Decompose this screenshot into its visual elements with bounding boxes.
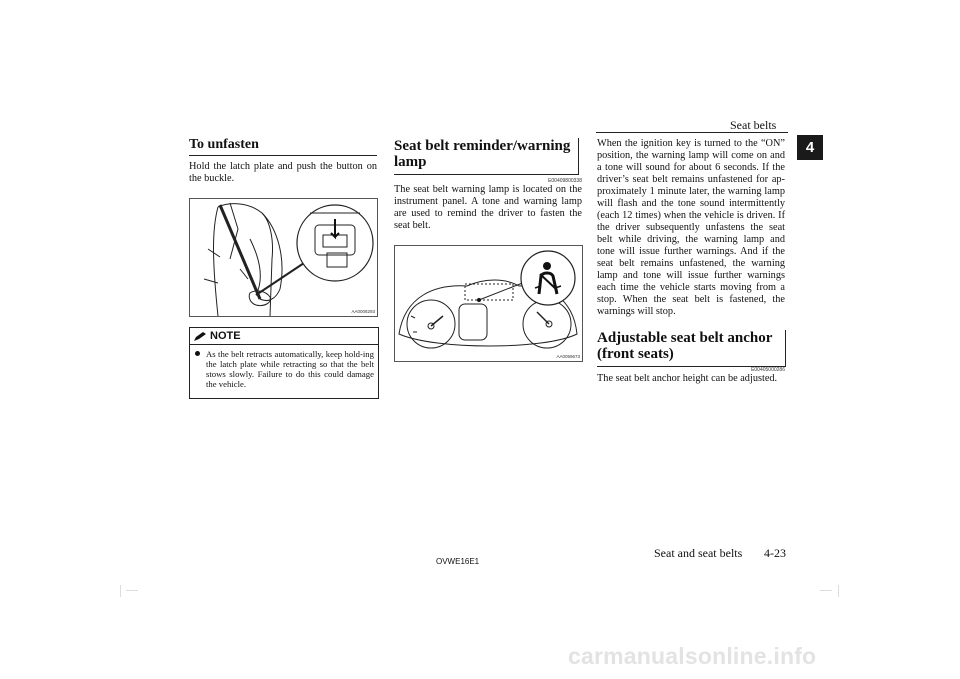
section-heading-anchor: Adjustable seat belt anchor (front seats) [597,330,786,367]
reminder-paragraph: The seat belt warning lamp is located on the instrument panel. A tone and warning lamp are used to remind the driver to fasten the seat belt. [394,184,582,231]
unfasten-illustration-drawing [190,199,377,316]
warning-description-paragraph: When the ignition key is turned to the “ON” position, the warning lamp will come on and a tone will sound for about 6 seconds. If the driver’s seat belt remains unfastened for ap-proximately 1 minute later, the warning lamp will flash and the tone sound intermittently (each 12 times) when the vehicle is driven. If the driver subsequently unfastens the seat belt while driving, the warning lamp and tone will issue further warnings. And if the seat belt remains unfastened, the warning lamp and tone will issue further warnings each time the vehicle starts moving from a stop. When the seat belt is fastened, the warnings will stop. [597,138,785,317]
crop-mark [838,585,839,597]
header-rule [596,132,788,133]
chapter-tab: 4 [797,135,823,160]
note-box [189,327,379,399]
pencil-icon [193,331,207,342]
unfasten-paragraph: Hold the latch plate and push the button on the buckle. [189,161,377,184]
anchor-paragraph: The seat belt anchor height can be adjusted. [597,373,778,384]
instrument-panel-illustration [394,245,583,362]
note-label: NOTE [210,330,241,342]
reference-code-anchor: E00405000286 [751,367,785,373]
note-header [190,328,378,345]
watermark: carmanualsonline.info [568,643,817,669]
crop-mark [820,590,832,591]
manual-code: OVWE16E1 [436,557,480,566]
crop-mark [120,585,121,597]
figure-code-unfasten: AA0008293 [351,309,375,314]
page-number: 4-23 [764,546,786,560]
reference-code-reminder: E00409800338 [548,178,582,184]
footer-section-name: Seat and seat belts [654,546,743,560]
running-header-title: Seat belts [730,118,777,132]
crop-mark [126,590,138,591]
note-text: As the belt retracts automatically, keep hold-ing the latch plate while retracting so that the belt stows slowly. Failure to do this could damage the vehicle. [206,349,374,389]
section-heading-unfasten: To unfasten [189,137,377,156]
note-item [190,345,378,389]
unfasten-illustration [189,198,378,317]
figure-code-panel: AA0059673 [556,354,580,359]
instrument-panel-drawing [395,246,582,361]
bullet-icon [195,351,200,356]
section-heading-reminder: Seat belt reminder/warning lamp [394,138,579,175]
